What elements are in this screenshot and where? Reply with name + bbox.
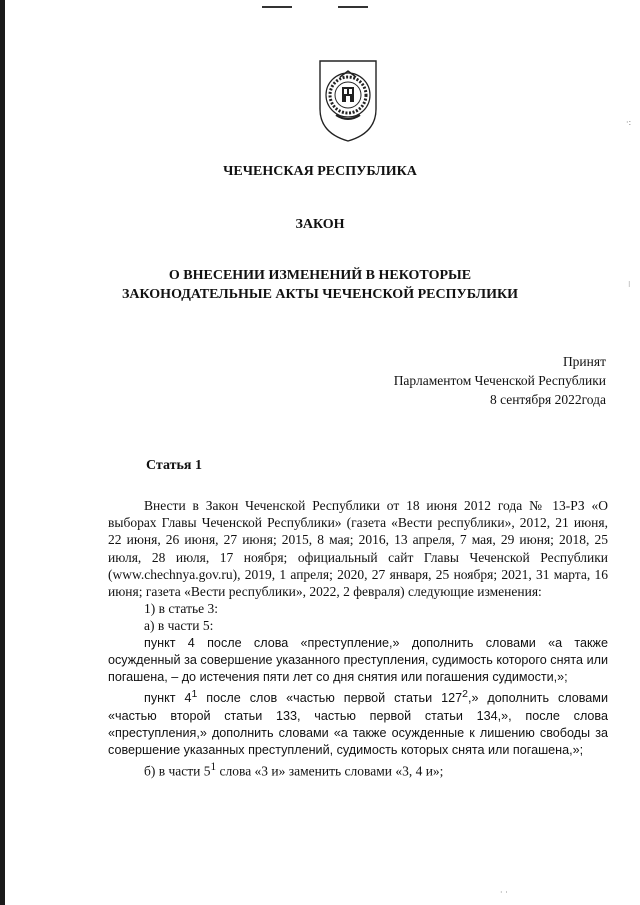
text-fragment: слова «3 и» заменить словами «3, 4 и»; bbox=[216, 763, 444, 779]
scan-mark bbox=[338, 6, 368, 8]
text-fragment: б) в части 5 bbox=[144, 763, 211, 779]
document-type: ЗАКОН bbox=[295, 217, 345, 232]
coat-of-arms-emblem bbox=[316, 57, 380, 143]
adoption-line: Принят bbox=[562, 354, 606, 369]
article-heading: Статья 1 bbox=[146, 458, 202, 473]
scan-artifact: ·: bbox=[626, 118, 632, 127]
list-subitem: а) в части 5: bbox=[144, 618, 214, 634]
law-title-line: О ВНЕСЕНИИ ИЗМЕНЕНИЙ В НЕКОТОРЫЕ bbox=[168, 268, 472, 283]
republic-title: ЧЕЧЕНСКАЯ РЕСПУБЛИКА bbox=[223, 164, 417, 179]
article-body bbox=[108, 497, 608, 780]
scan-artifact: ⁝ bbox=[628, 280, 631, 289]
superscript: 2 bbox=[462, 688, 468, 701]
list-item: 1) в статье 3: bbox=[144, 601, 218, 617]
adoption-date: 8 сентября 2022года bbox=[489, 392, 606, 407]
superscript: 1 bbox=[210, 761, 217, 774]
text-fragment: после слов «частью первой статьи 127 bbox=[197, 691, 463, 706]
scan-mark bbox=[262, 6, 292, 8]
paragraph-point-4: пункт 4 после слова «преступление,» дополнить словами «а также осужденный за совершение указанного преступления, судимость которого снята или погашена, – до истечения пяти лет со дня снятия или погашения судимости,»; bbox=[108, 635, 608, 685]
paragraph-point-4-1 bbox=[108, 686, 608, 759]
adoption-block bbox=[394, 352, 606, 409]
adoption-line: Парламентом Чеченской Республики bbox=[393, 373, 606, 388]
intro-paragraph: Внести в Закон Чеченской Республики от 18 июня 2012 года № 13-РЗ «О выборах Главы Чеченской Республики» (газета «Вести республики», 2012, 21 июня, 22 июня, 26 июня, 27 июня; 2015, 8 мая; 2016, 13 апреля, 7 мая, 29 июня; 2018, 25 июля, 28 июля, 17 ноября; официальный сайт Главы Чеченской Республики (www.chechnya.gov.ru), 2019, 1 апреля; 2020, 27 января, 25 ноября; 2021, 31 марта, 16 июня; газета «Вести республики», 2022, 2 февраля) следующие изменения: bbox=[108, 498, 608, 600]
law-title-line: ЗАКОНОДАТЕЛЬНЫЕ АКТЫ ЧЕЧЕНСКОЙ РЕСПУБЛИКИ bbox=[121, 287, 519, 302]
text-fragment: пункт 4 bbox=[144, 691, 192, 706]
text-fragment: ,» дополнить словами «частью второй статьи 133, частью первой статьи 134,», после слова «преступления,» дополнить словами «а также осужденные к лишению свободы за совершение указанных преступлений, судимость которых снята или погашена,»; bbox=[108, 691, 609, 758]
list-subitem bbox=[108, 759, 608, 780]
law-title bbox=[60, 266, 580, 304]
scan-edge bbox=[0, 0, 5, 905]
scan-artifact: · · bbox=[500, 888, 508, 897]
superscript: 1 bbox=[191, 688, 198, 701]
